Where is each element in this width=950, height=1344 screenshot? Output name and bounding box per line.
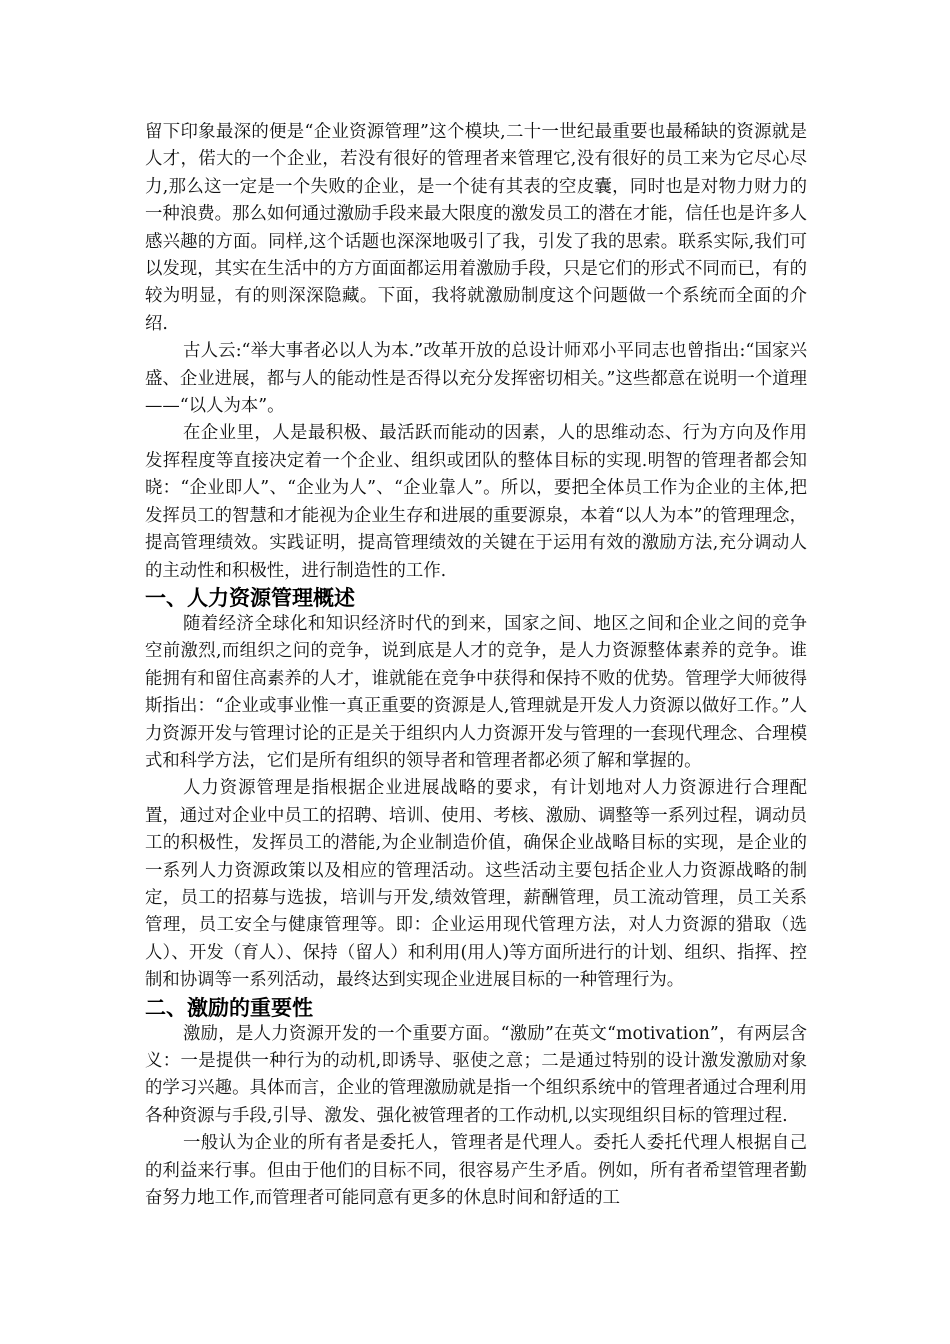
intro-paragraph-3: 在企业里，人是最积极、最活跃而能动的因素，人的思维动态、行为方向及作用发挥程度等直接决定着一个企业、组织或团队的整体目标的实现.明智的管理者都会知晓：“企业即人”、“企业为人”、“企业靠人”。所以，要把全体员工作为企业的主体,把发挥员工的智慧和才能视为企业生存和进展的重要源泉，本着“以人为本”的管理理念，提高管理绩效。实践证明，提高管理绩效的关键在于运用有效的激励方法,充分调动人的主动性和积极性，进行制造性的工作. — [145, 423, 807, 581]
section-2-paragraph-2: 一般认为企业的所有者是委托人，管理者是代理人。委托人委托代理人根据自己的利益来行事。但由于他们的目标不同，很容易产生矛盾。例如，所有者希望管理者勤奋努力地工作,而管理者可能同意有更多的休息时间和舒适的工 — [145, 1133, 807, 1209]
intro-paragraph-2: 古人云:“举大事者必以人为本.”改革开放的总设计师邓小平同志也曾指出:“国家兴盛、企业进展，都与人的能动性是否得以充分发挥密切相关。”这些都意在说明一个道理——“以人为本”。 — [145, 341, 807, 417]
section-2-heading: 二、激励的重要性 — [145, 995, 313, 1020]
section-1-heading: 一、人力资源管理概述 — [145, 585, 355, 610]
intro-paragraph-1: 留下印象最深的便是“企业资源管理”这个模块,二十一世纪最重要也最稀缺的资源就是人才，偌大的一个企业，若没有很好的管理者来管理它,没有很好的员工来为它尽心尽力,那么这一定是一个失败的企业，是一个徒有其表的空皮囊，同时也是对物力财力的一种浪费。那么如何通过激励手段来最大限度的激发员工的潜在才能，信任也是许多人感兴趣的方面。同样,这个话题也深深地吸引了我，引发了我的思索。联系实际,我们可以发现，其实在生活中的方方面面都运用着激励手段，只是它们的形式不同而已，有的较为明显，有的则深深隐藏。下面，我将就激励制度这个问题做一个系统而全面的介绍. — [145, 122, 807, 334]
section-1-paragraph-2: 人力资源管理是指根据企业进展战略的要求，有计划地对人力资源进行合理配置，通过对企业中员工的招聘、培训、使用、考核、激励、调整等一系列过程，调动员工的积极性，发挥员工的潜能,为企业制造价值，确保企业战略目标的实现，是企业的一系列人力资源政策以及相应的管理活动。这些活动主要包括企业人力资源战略的制定，员工的招募与选拔，培训与开发,绩效管理，薪酬管理，员工流动管理，员工关系管理，员工安全与健康管理等。即：企业运用现代管理方法，对人力资源的猎取（选人）、开发（育人）、保持（留人）和利用(用人)等方面所进行的计划、组织、指挥、控制和协调等一系列活动，最终达到实现企业进展目标的一种管理行为。 — [145, 778, 807, 991]
section-2-paragraph-1: 激励，是人力资源开发的一个重要方面。“激励”在英文“motivation”，有两层含义：一是提供一种行为的动机,即诱导、驱使之意；二是通过特别的设计激发激励对象的学习兴趣。具体而言，企业的管理激励就是指一个组织系统中的管理者通过合理利用各种资源与手段,引导、激发、强化被管理者的工作动机,以实现组织目标的管理过程. — [145, 1023, 807, 1126]
document-page — [145, 119, 807, 1212]
section-1-paragraph-1: 随着经济全球化和知识经济时代的到来，国家之间、地区之间和企业之间的竞争空前激烈,而组织之问的竞争，说到底是人才的竞争，是人力资源整体素养的竞争。谁能拥有和留住高素养的人才，谁就能在竞争中获得和保持不败的优势。管理学大师彼得斯指出：“企业或事业惟一真正重要的资源是人,管理就是开发人力资源以做好工作。”人力资源开发与管理讨论的正是关于组织内人力资源开发与管理的一套现代理念、合理模式和科学方法，它们是所有组织的领导者和管理者都必须了解和掌握的。 — [145, 613, 807, 771]
